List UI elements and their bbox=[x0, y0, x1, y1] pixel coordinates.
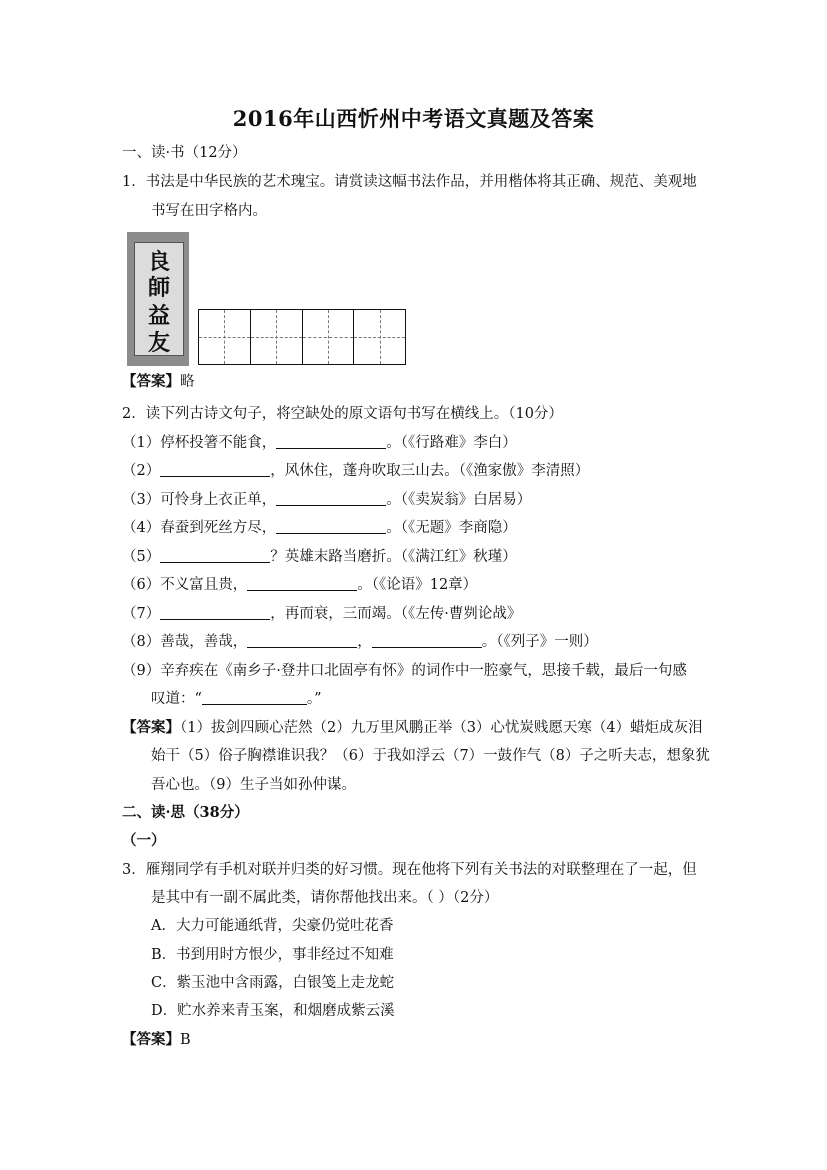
item-text: 。（《无题》李商隐） bbox=[386, 520, 517, 536]
q2-item bbox=[122, 490, 531, 510]
calligraphy-char: 友 bbox=[147, 330, 170, 356]
q1-line-2: 书写在田字格内。 bbox=[151, 203, 267, 219]
grid-cell[interactable] bbox=[199, 310, 251, 364]
q2-item-9-line-1: （9）辛弃疾在《南乡子·登井口北固亭有怀》的词作中一腔豪气，思接千载，最后一句感 bbox=[122, 663, 687, 679]
answer-tag: 【答案】 bbox=[122, 719, 180, 736]
grid-cell[interactable] bbox=[251, 310, 303, 364]
answer-blank[interactable] bbox=[160, 547, 270, 563]
grid-cell[interactable] bbox=[354, 310, 405, 364]
calligraphy-image bbox=[127, 232, 189, 366]
item-text: ，风休住，蓬舟吹取三山去。（《渔家傲》李清照） bbox=[270, 463, 590, 479]
q1-answer bbox=[122, 372, 195, 392]
tianzige-grid[interactable] bbox=[198, 309, 406, 365]
item-text: 。（《卖炭翁》白居易） bbox=[386, 492, 532, 508]
item-text: （7） bbox=[122, 606, 161, 622]
item-text: 。（《行路难》李白） bbox=[386, 435, 517, 451]
q3-line-1: 3．雁翔同学有手机对联并归类的好习惯。现在他将下列有关书法的对联整理在了一起，但 bbox=[122, 862, 697, 878]
answer-blank[interactable] bbox=[202, 689, 307, 705]
q3-option-b: B．书到用时方恨少，事非经过不知难 bbox=[151, 947, 394, 963]
answer-tag: 【答案】 bbox=[122, 1031, 180, 1048]
calligraphy-char: 良 bbox=[147, 249, 170, 275]
answer-blank[interactable] bbox=[276, 518, 386, 534]
item-text: （2） bbox=[122, 463, 161, 479]
q3-option-c: C．紫玉池中含雨露，白银笺上走龙蛇 bbox=[151, 975, 395, 991]
q3-answer bbox=[122, 1030, 191, 1050]
answer-tag: 【答案】 bbox=[122, 373, 180, 390]
q1-line-1: 1．书法是中华民族的艺术瑰宝。请赏读这幅书法作品，并用楷体将其正确、规范、美观地 bbox=[122, 174, 697, 190]
q2-answer-line-1 bbox=[122, 718, 703, 738]
answer-blank[interactable] bbox=[247, 575, 357, 591]
answer-blank[interactable] bbox=[276, 490, 386, 506]
answer-text: B bbox=[180, 1032, 191, 1048]
item-text: （4）春蚕到死丝方尽， bbox=[122, 520, 277, 536]
item-text: ， bbox=[357, 634, 372, 650]
answer-text: （1）拔剑四顾心茫然（2）九万里风鹏正举（3）心忧炭贱愿天寒（4）蜡炬成灰泪 bbox=[180, 720, 703, 736]
section-2-heading: 二、读·思（38分） bbox=[122, 804, 249, 821]
item-text: （6）不义富且贵， bbox=[122, 577, 248, 593]
q2-item bbox=[122, 518, 517, 538]
q2-prompt: 2．读下列古诗文句子，将空缺处的原文语句书写在横线上。（10分） bbox=[122, 406, 563, 422]
q2-answer-line-2: 始干（5）俗子胸襟谁识我？（6）于我如浮云（7）一鼓作气（8）子之听夫志，想象犹 bbox=[151, 748, 710, 764]
item-text: 叹道：“ bbox=[151, 691, 202, 707]
item-text: ，再而衰，三而竭。（《左传·曹刿论战》 bbox=[270, 606, 522, 622]
answer-blank[interactable] bbox=[160, 604, 270, 620]
item-text: ？英雄末路当磨折。（《满江红》秋瑾） bbox=[270, 549, 517, 565]
q2-item bbox=[122, 547, 517, 567]
item-text: （5） bbox=[122, 549, 161, 565]
item-text: 。（《论语》12章） bbox=[357, 577, 478, 593]
q3-option-a: A．大力可能通纸背，尖豪仍觉吐花香 bbox=[151, 918, 394, 934]
item-text: 。（《列子》一则） bbox=[481, 634, 598, 650]
section-2-sub: （一） bbox=[122, 832, 166, 849]
q2-item-9-line-2 bbox=[151, 689, 322, 709]
q2-item bbox=[122, 433, 517, 453]
answer-blank[interactable] bbox=[372, 632, 482, 648]
q2-item bbox=[122, 575, 477, 595]
q2-answer-line-3: 吾心也。（9）生子当如孙仲谋。 bbox=[151, 777, 356, 793]
answer-blank[interactable] bbox=[247, 632, 357, 648]
calligraphy-char: 益 bbox=[147, 303, 170, 329]
answer-blank[interactable] bbox=[160, 461, 270, 477]
grid-cell[interactable] bbox=[303, 310, 355, 364]
q3-line-2: 是其中有一副不属此类，请你帮他找出来。（ ）（2分） bbox=[151, 890, 499, 906]
calligraphy-char: 師 bbox=[147, 275, 170, 301]
section-1-heading: 一、读·书（12分） bbox=[122, 145, 247, 161]
q2-item bbox=[122, 604, 521, 624]
q2-item bbox=[122, 461, 589, 481]
page-title: 2016年山西忻州中考语文真题及答案 bbox=[232, 106, 595, 131]
answer-text: 略 bbox=[180, 374, 195, 390]
item-text: （3）可怜身上衣正单， bbox=[122, 492, 277, 508]
item-text: 。” bbox=[306, 691, 322, 707]
answer-blank[interactable] bbox=[276, 433, 386, 449]
item-text: （1）停杯投箸不能食， bbox=[122, 435, 277, 451]
q3-option-d: D．贮水养来青玉案，和烟磨成紫云溪 bbox=[151, 1003, 395, 1019]
item-text: （8）善哉，善哉， bbox=[122, 634, 248, 650]
q2-item bbox=[122, 632, 598, 652]
